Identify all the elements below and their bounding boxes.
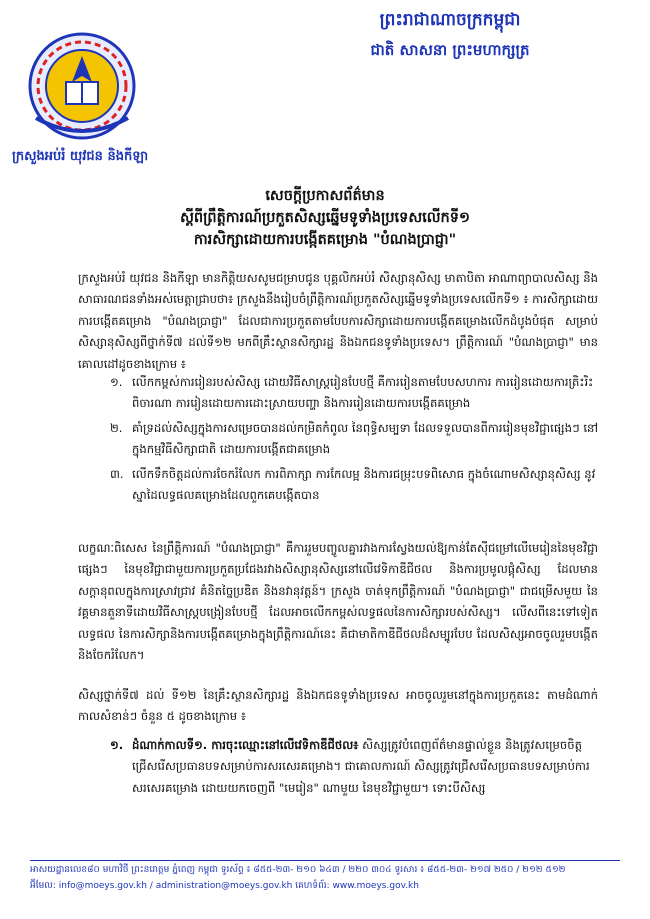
- intro-paragraph: ក្រសួងអប់រំ យុវជន និងកីឡា មានកិត្តិយសសូមជម្រាបជូន បុគ្គលិកអប់រំ សិស្សានុសិស្ស មាតាបិតា អាណាព្យាបាលសិស្ស និងសាធារណជនទាំងអស់មេត្តាជ្រាបថា៖ ក្រសួងនឹងរៀបចំព្រឹត្តិការណ៍ប្រកួតសិស្សឆ្នើមទូទាំងប្រទេសលើកទី១ ៖ ការសិក្សាដោយការបង្កើតគម្រោង "បំណងប្រាជ្ញា" ដែលជាការប្រកួតតាមបែបការសិក្សាដោយការបង្កើតគម្រោងលើកដំបូងបំផុត សម្រាប់សិស្សានុសិស្សពីថ្នាក់ទី៧ ដល់ទី១២ មកពីគ្រឹះស្ថានសិក្សារដ្ឋ និងឯកជនទូទាំងប្រទេស។ ព្រឹត្តិការណ៍ "បំណងប្រាជ្ញា" មានគោលដៅដូចខាងក្រោម ៖: [78, 271, 598, 371]
- list-item-text: គាំទ្រដល់សិស្សក្នុងការសម្រេចបានដល់កម្រិតកំពូល នៃពុទ្ធិសម្បទា ដែលទទួលបានពីការរៀនមុខវិជ្ជាផ្សេងៗ នៅក្នុងកម្មវិធីសិក្សាជាតិ ដោយការបង្កើតជាគម្រោង: [132, 420, 599, 457]
- stages-list: [110, 735, 600, 802]
- footer-contact: អ៊ីមែល: info@moeys.gov.kh / administration@moeys.gov.kh គេហទំព័រ: www.moeys.gov.kh: [30, 881, 419, 891]
- ministry-name: ក្រសួងអប់រំ យុវជន និងកីឡា: [12, 149, 149, 164]
- list-item-number: ៣.: [110, 466, 124, 481]
- document-subtitle-2: ការសិក្សាដោយការបង្កើតគម្រោង "បំណងប្រាជ្ញា": [193, 232, 457, 248]
- goals-list: [110, 372, 600, 509]
- document-subtitle: ស្តីពីព្រឹត្តិការណ៍ប្រកួតសិស្សឆ្នើមទូទាំងប្រទេសលើកទី១: [180, 210, 470, 226]
- list-item: [110, 735, 600, 799]
- stage-label: ដំណាក់កាលទី១. ការចុះឈ្មោះនៅលើវេទិកាឌីជីថល៖: [132, 738, 359, 752]
- kingdom-title: ព្រះរាជាណាចក្រកម្ពុជា: [379, 10, 521, 30]
- list-item-number: ២.: [110, 420, 123, 435]
- national-motto: ជាតិ សាសនា ព្រះមហាក្សត្រ: [370, 41, 530, 59]
- document-title: សេចក្តីប្រកាសព័ត៌មាន: [265, 188, 385, 204]
- list-item-text: លើកទឹកចិត្តដល់ការចែករំលែក ការពិភាក្សា ការកែលម្អ និងការជម្រុះបទពិសោធ ក្នុងចំណោមសិស្សានុសិស្ស នូវស្នាដៃលទ្ធផលគម្រោងដែលពួកគេបង្កើតបាន: [132, 466, 596, 503]
- footer-divider: [30, 860, 620, 861]
- list-item-number: ១.: [110, 375, 123, 389]
- ministry-logo: [18, 26, 146, 144]
- eligibility-paragraph: សិស្សថ្នាក់ទី៧ ដល់ ទី១២ នៃគ្រឹះស្ថានសិក្សារដ្ឋ និងឯកជនទូទាំងប្រទេស អាចចូលរួមនៅក្នុងការប្រកួតនេះ តាមដំណាក់កាលសំខាន់ៗ ចំនួន ៥ ដូចខាងក្រោម ៖: [78, 688, 598, 724]
- features-paragraph: លក្ខណៈពិសេស នៃព្រឹត្តិការណ៍ "បំណងប្រាជ្ញា" គឺការរួមបញ្ចូលគ្នារវាងការស្វែងយល់ឱ្យកាន់តែស៊ីជម្រៅលើមេរៀននៃមុខវិជ្ជាផ្សេងៗ នៃមុខវិជ្ជាជាមួយការប្រកួតប្រជែងរវាងសិស្សានុសិស្សនៅលើវេទិកាឌីជីថល និងការប្រមូលផ្តុំសិស្ស ដែលមានសក្តានុពលក្នុងការស្រាវជ្រាវ គំនិតច្នៃប្រឌិត និងនវានុវត្តន៍។ ក្រសួង ចាត់ទុកព្រឹត្តិការណ៍ "បំណងប្រាជ្ញា" ជាជម្រើសមួយ នៃវគ្គមានតួនាទីដោយវិធីសាស្ត្របង្រៀនបែបថ្មី ដែលអាចលើកកម្ពស់លទ្ធផលនៃការសិក្សារបស់សិស្ស។ លើសពីនេះទៅទៀតលទ្ធផល នៃការសិក្សានិងការបង្កើតគម្រោងក្នុងព្រឹត្តិការណ៍នេះ គឺជាមាតិកាឌីជីថលដ៏សម្បូរបែប ដែលសិស្សអាចចូលរួមបង្កើត និងចែករំលែក។: [78, 541, 598, 663]
- list-item: [110, 464, 600, 507]
- list-item: [110, 372, 600, 415]
- list-item-text: លើកកម្ពស់ការរៀនរបស់សិស្ស ដោយវិធីសាស្ត្ររៀនបែបថ្មី គឺការរៀនតាមបែបសហការ ការរៀនដោយការត្រិះរិះពិចារណា ការរៀនដោយការដោះស្រាយបញ្ហា និងការរៀនដោយការបង្កើតគម្រោង: [132, 375, 594, 411]
- footer-address: អាសយដ្ឋានលេខ៨០ មហាវិថី ព្រះនរោត្តម ភ្នំពេញ កម្ពុជា ទូរស័ព្ទ ៖ ៨៥៥-២៣- ២១០ ៦៤៣ / ២២០ ៣០៤ ទូរសារ ៖ ៨៥៥-២៣- ២១៧ ២៥០ / ២១២ ៥១២: [30, 865, 566, 875]
- list-item: [110, 418, 600, 461]
- stage-text: សិស្សត្រូវបំពេញព័ត៌មានផ្ទាល់ខ្លួន និងត្រូវសម្រេចចិត្តជ្រើសរើសប្រធានបទសម្រាប់ការសរសេរគម្រោង។ ជាគោលការណ៍ សិស្សត្រូវជ្រើសរើសប្រធានបទសម្រាប់ការសរសេរគម្រោង ដោយយកចេញពី "មេរៀន" ណាមួយ នៃមុខវិជ្ជាមួយ។ ទោះបីសិស្ស: [132, 738, 590, 795]
- list-item-number: ១.: [110, 738, 124, 752]
